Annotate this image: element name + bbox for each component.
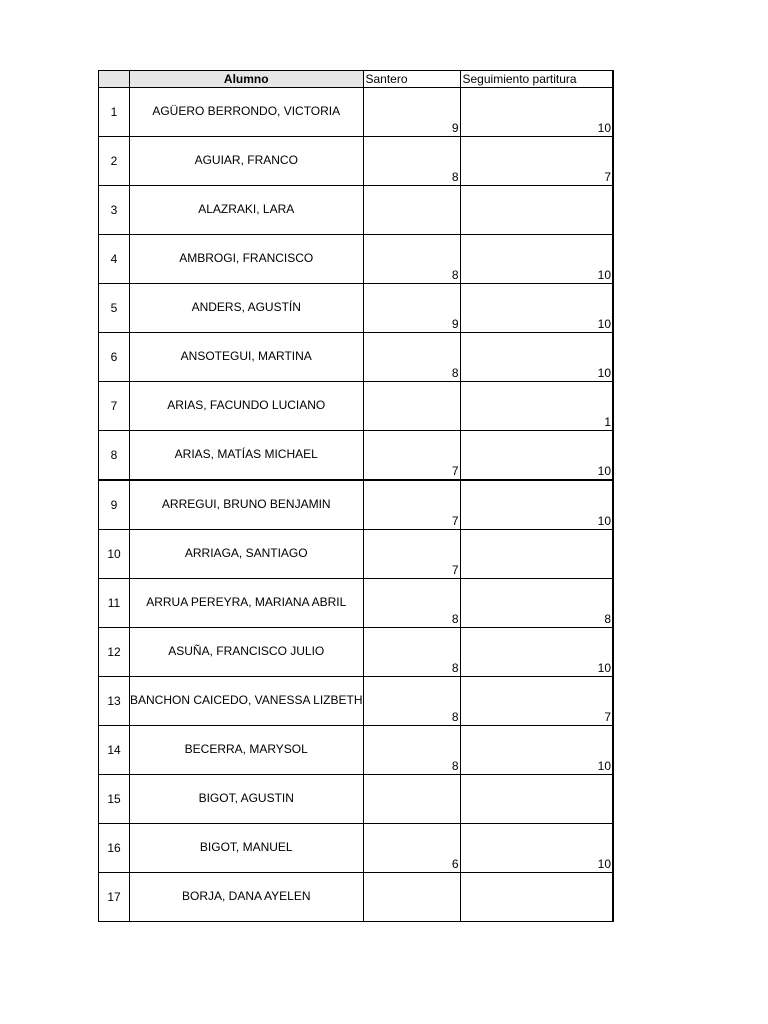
table-row xyxy=(99,137,614,186)
santero-score xyxy=(363,775,460,824)
santero-score: 8 xyxy=(363,726,460,775)
row-number: 5 xyxy=(99,284,130,333)
student-name: ARIAS, FACUNDO LUCIANO xyxy=(130,382,364,431)
table-row xyxy=(99,677,614,726)
santero-score: 7 xyxy=(363,431,460,481)
score-follow-score: 1 xyxy=(460,382,613,431)
santero-score: 9 xyxy=(363,284,460,333)
student-name: ARRIAGA, SANTIAGO xyxy=(130,530,364,579)
score-follow-score: 10 xyxy=(460,480,613,530)
student-name: BANCHON CAICEDO, VANESSA LIZBETH xyxy=(130,677,364,726)
row-number: 13 xyxy=(99,677,130,726)
santero-score xyxy=(363,873,460,922)
table-row xyxy=(99,824,614,873)
table-row xyxy=(99,431,614,481)
student-name: ANSOTEGUI, MARTINA xyxy=(130,333,364,382)
row-number: 14 xyxy=(99,726,130,775)
row-number: 11 xyxy=(99,579,130,628)
score-follow-score: 10 xyxy=(460,284,613,333)
score-follow-score xyxy=(460,873,613,922)
santero-score: 8 xyxy=(363,628,460,677)
student-name: ARIAS, MATÍAS MICHAEL xyxy=(130,431,364,481)
table-row xyxy=(99,235,614,284)
table-row xyxy=(99,480,614,530)
row-number: 8 xyxy=(99,431,130,481)
score-follow-score xyxy=(460,775,613,824)
score-follow-score: 10 xyxy=(460,333,613,382)
table-row xyxy=(99,726,614,775)
santero-score: 8 xyxy=(363,235,460,284)
student-column-header: Alumno xyxy=(130,71,364,88)
table-row xyxy=(99,382,614,431)
table-row xyxy=(99,88,614,137)
santero-score: 6 xyxy=(363,824,460,873)
row-number: 9 xyxy=(99,480,130,530)
score-follow-score: 10 xyxy=(460,431,613,481)
santero-score: 8 xyxy=(363,677,460,726)
santero-score: 7 xyxy=(363,480,460,530)
row-number: 2 xyxy=(99,137,130,186)
score-follow-score xyxy=(460,186,613,235)
student-name: ARRUA PEREYRA, MARIANA ABRIL xyxy=(130,579,364,628)
row-number: 16 xyxy=(99,824,130,873)
row-number: 7 xyxy=(99,382,130,431)
santero-score: 9 xyxy=(363,88,460,137)
student-name: AGÜERO BERRONDO, VICTORIA xyxy=(130,88,364,137)
student-name: BORJA, DANA AYELEN xyxy=(130,873,364,922)
santero-score xyxy=(363,186,460,235)
score-follow-score xyxy=(460,530,613,579)
santero-column-header: Santero xyxy=(363,71,460,88)
table-row xyxy=(99,579,614,628)
row-number: 10 xyxy=(99,530,130,579)
student-name: ARREGUI, BRUNO BENJAMIN xyxy=(130,480,364,530)
student-name: BECERRA, MARYSOL xyxy=(130,726,364,775)
student-name: ASUÑA, FRANCISCO JULIO xyxy=(130,628,364,677)
score-follow-score: 10 xyxy=(460,824,613,873)
row-number: 3 xyxy=(99,186,130,235)
student-name: ANDERS, AGUSTÍN xyxy=(130,284,364,333)
santero-score: 7 xyxy=(363,530,460,579)
score-follow-score: 7 xyxy=(460,137,613,186)
table-row xyxy=(99,530,614,579)
number-column-header xyxy=(99,71,130,88)
row-number: 4 xyxy=(99,235,130,284)
row-number: 1 xyxy=(99,88,130,137)
score-follow-score: 10 xyxy=(460,88,613,137)
grade-sheet-table xyxy=(98,70,614,922)
student-name: AMBROGI, FRANCISCO xyxy=(130,235,364,284)
row-number: 6 xyxy=(99,333,130,382)
table-row xyxy=(99,775,614,824)
score-follow-score: 8 xyxy=(460,579,613,628)
student-name: ALAZRAKI, LARA xyxy=(130,186,364,235)
row-number: 12 xyxy=(99,628,130,677)
table-row xyxy=(99,186,614,235)
score-follow-score: 10 xyxy=(460,726,613,775)
santero-score: 8 xyxy=(363,333,460,382)
student-name: BIGOT, AGUSTIN xyxy=(130,775,364,824)
table-row xyxy=(99,628,614,677)
student-rows xyxy=(99,88,614,922)
row-number: 17 xyxy=(99,873,130,922)
row-number: 15 xyxy=(99,775,130,824)
student-name: BIGOT, MANUEL xyxy=(130,824,364,873)
score-follow-score: 10 xyxy=(460,628,613,677)
table-row xyxy=(99,284,614,333)
santero-score: 8 xyxy=(363,137,460,186)
student-name: AGUIAR, FRANCO xyxy=(130,137,364,186)
header-row xyxy=(99,71,614,88)
table-row xyxy=(99,333,614,382)
santero-score xyxy=(363,382,460,431)
score-follow-score: 10 xyxy=(460,235,613,284)
santero-score: 8 xyxy=(363,579,460,628)
table-row xyxy=(99,873,614,922)
score-follow-column-header: Seguimiento partitura xyxy=(460,71,613,88)
score-follow-score: 7 xyxy=(460,677,613,726)
